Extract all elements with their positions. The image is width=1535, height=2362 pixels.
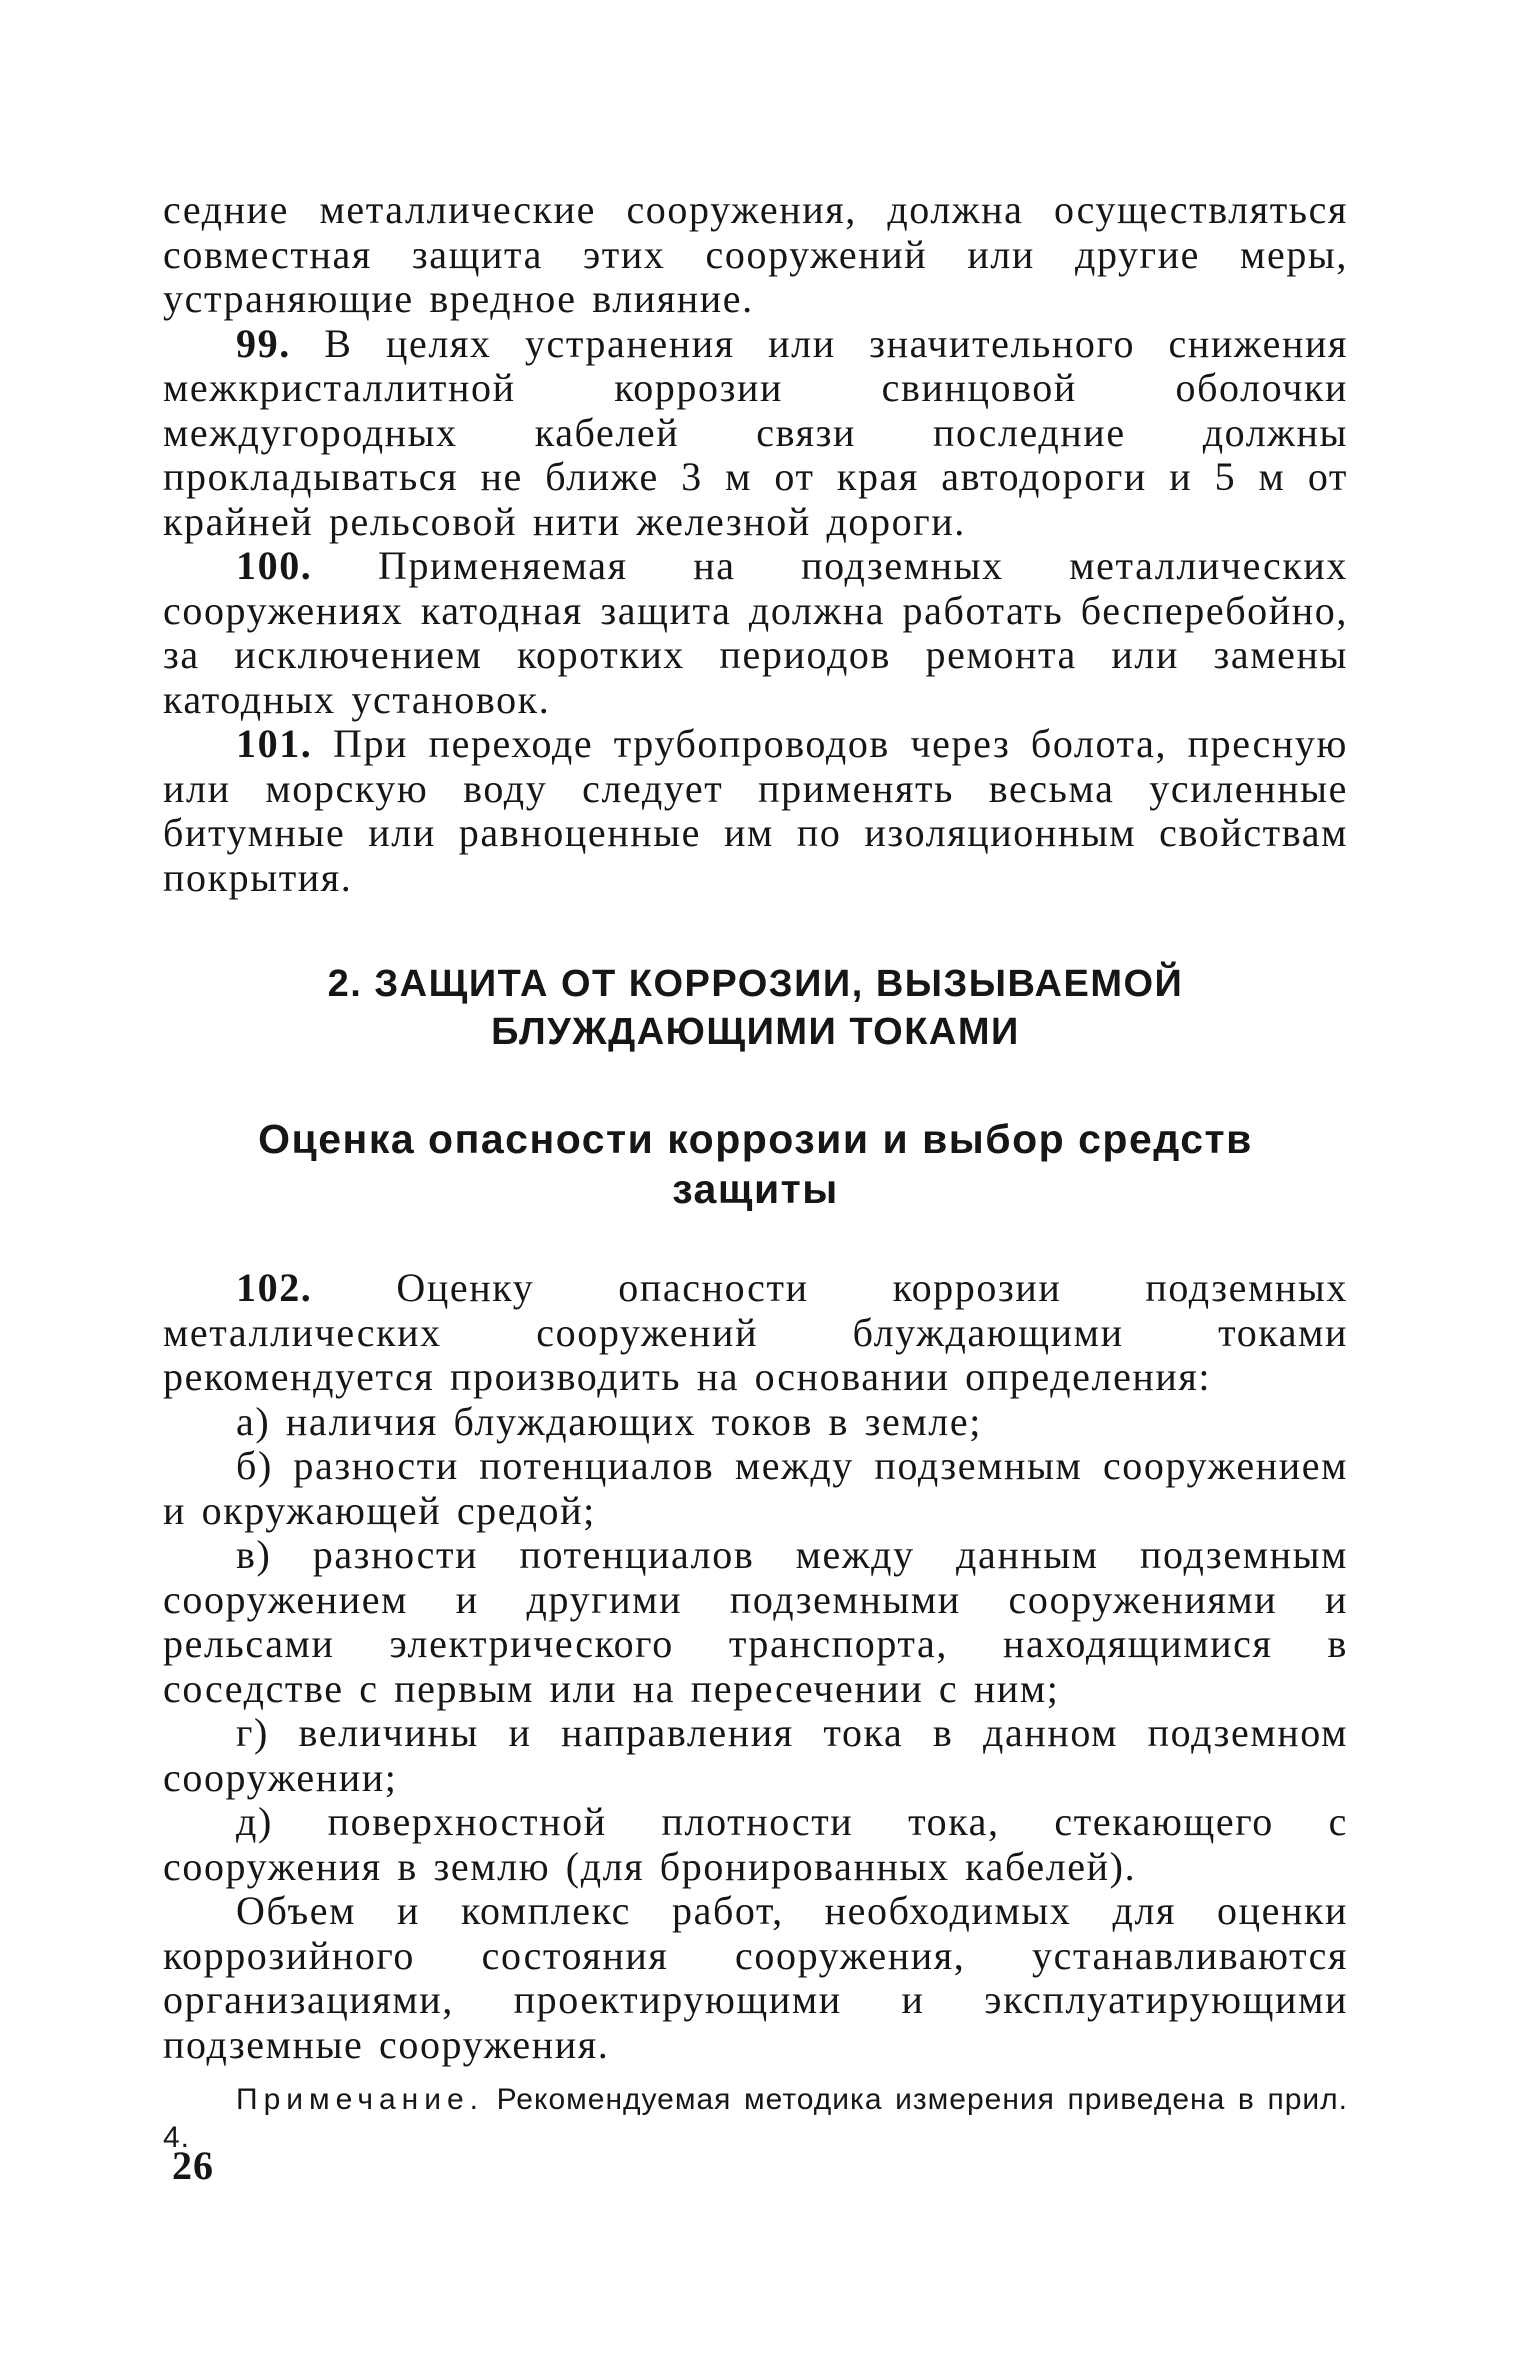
continued-paragraph: седние металлические сооружения, должна осуществляться совместная защита этих сооружений или другие меры, устраняющие вредное влияние. [163, 187, 1348, 321]
paragraph-number: 100. [236, 543, 313, 588]
list-item: в) разности потенциалов между данным подземным сооружением и другими подземными сооружениями и рельсами электрического транспорта, находящимися в соседстве с первым или на пересечении с ним; [163, 1532, 1348, 1711]
paragraph-102 [163, 1266, 1348, 1400]
section-heading: 2. ЗАЩИТА ОТ КОРРОЗИИ, ВЫЗЫВАЕМОЙ БЛУЖДАЮЩИМИ ТОКАМИ [327, 963, 1184, 1053]
list-item: б) разности потенциалов между подземным сооружением и окружающей средой; [163, 1443, 1348, 1533]
list-item: а) наличия блуждающих токов в земле; [236, 1398, 982, 1444]
paragraph-101 [163, 722, 1348, 900]
note-label: Примечание. [236, 2083, 484, 2116]
paragraph-text: Применяемая на подземных металлических сооружениях катодная защита должна работать бесперебойно, за исключением коротких периодов ремонта или замены катодных установок. [163, 543, 1348, 722]
closing-paragraph: Объем и комплекс работ, необходимых для оценки коррозийного состояния сооружения, устанавливаются организациями, проектирующими и эксплуатирующими подземные сооружения. [163, 1888, 1348, 2067]
paragraph-text: Оценку опасности коррозии подземных металлических сооружений блуждающими токами рекомендуется производить на основании определения: [163, 1265, 1348, 1399]
paragraph-100 [163, 544, 1348, 722]
page-number: 26 [172, 2143, 214, 2188]
subheading: Оценка опасности коррозии и выбор средств защиты [258, 1116, 1253, 1212]
paragraph-number: 101. [236, 721, 313, 766]
paragraph-99 [163, 322, 1348, 545]
footnote [163, 2081, 1348, 2157]
list-item: г) величины и направления тока в данном подземном сооружении; [163, 1710, 1348, 1800]
paragraph-text: При переходе трубопроводов через болота, пресную или морскую воду следует применять весьма усиленные битумные или равноценные им по изоляционным свойствам покрытия. [163, 721, 1349, 900]
paragraph-text: В целях устранения или значительного снижения межкристаллитной коррозии свинцовой оболочки междугородных кабелей связи последние должны прокладываться не ближе 3 м от края автодороги и 5 м от крайней рельсовой нити железной дороги. [163, 320, 1348, 544]
note-text: Рекомендуемая методика измерения приведена в прил. 4. [163, 2083, 1348, 2154]
paragraph-number: 99. [236, 320, 291, 366]
list-item: д) поверхностной плотности тока, стекающего с сооружения в землю (для бронированных кабелей). [163, 1799, 1348, 1889]
page-body [163, 188, 1348, 2187]
paragraph-number: 102. [236, 1265, 313, 1310]
